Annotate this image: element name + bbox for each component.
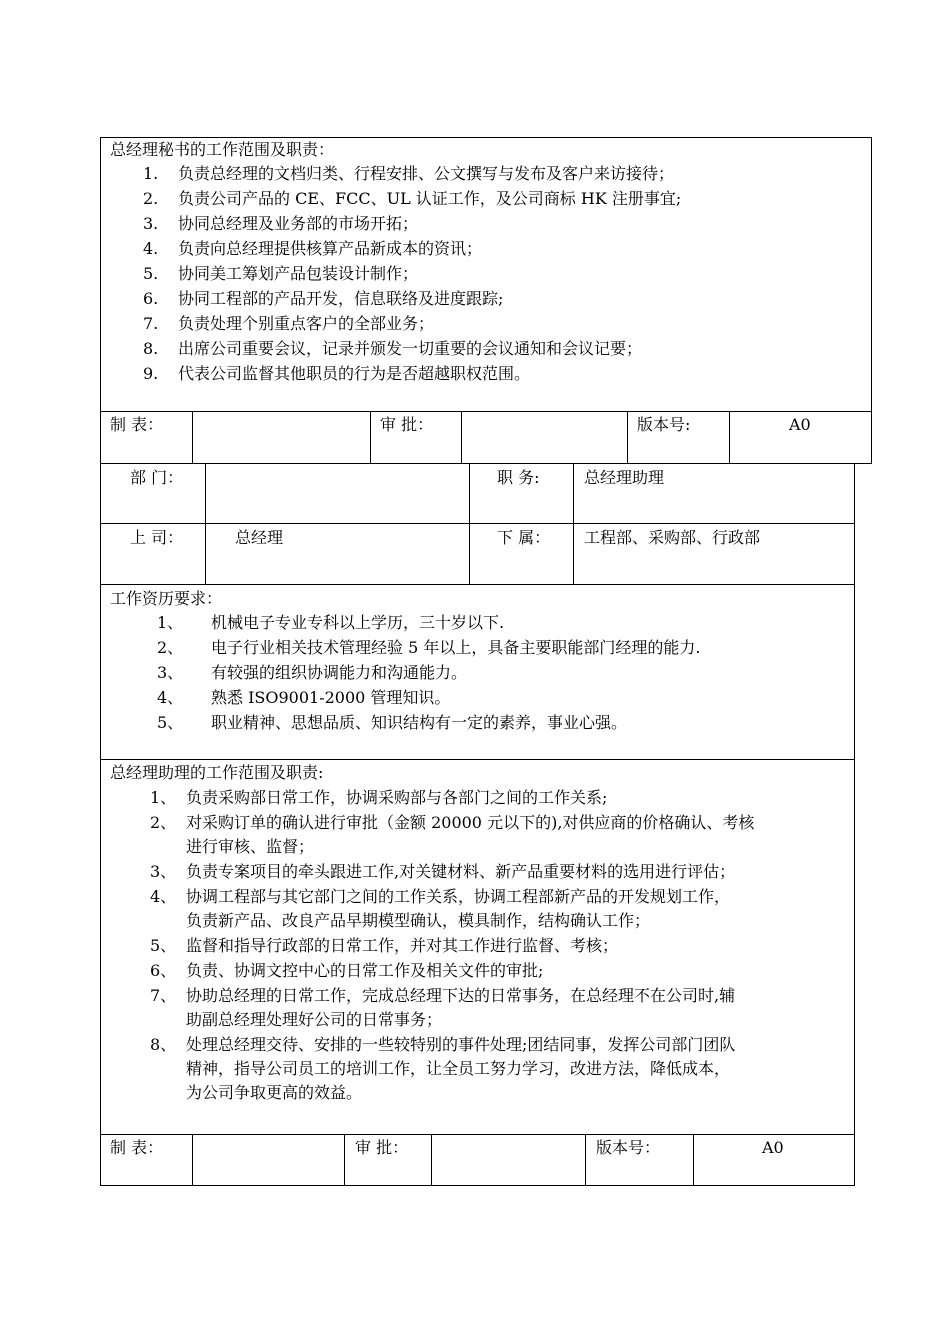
- superior-label: 上 司：: [130, 528, 184, 547]
- list-item-number: 1、: [150, 788, 177, 807]
- info-divider: [573, 463, 574, 584]
- footer1-top-border: [100, 411, 872, 412]
- list-item-number: 3.: [143, 214, 159, 233]
- footer1-divider: [461, 411, 462, 464]
- info-row-border: [100, 523, 855, 524]
- qualification-title: 工作资历要求：: [110, 589, 223, 608]
- list-item-text: 机械电子专业专科以上学历，三十岁以下.: [211, 613, 505, 632]
- list-item-text: 负责处理个别重点客户的全部业务；: [178, 314, 435, 333]
- list-item-number: 5.: [143, 264, 159, 283]
- list-item-number: 5、: [150, 936, 177, 955]
- version-label: 版本号：: [596, 1138, 661, 1157]
- info-divider: [205, 463, 206, 584]
- list-item-number: 1、: [157, 613, 184, 632]
- footer2-divider: [693, 1134, 694, 1186]
- list-item-number: 4、: [150, 887, 177, 906]
- list-item-number: 8、: [150, 1035, 177, 1054]
- version-value: A0: [762, 1138, 784, 1157]
- list-item-number: 6、: [150, 961, 177, 980]
- list-item-number: 9.: [143, 364, 159, 383]
- footer2-divider: [192, 1134, 193, 1186]
- info-row-border: [100, 584, 855, 585]
- list-item-number: 4.: [143, 239, 159, 258]
- list-item-number: 2.: [143, 189, 159, 208]
- version-value: A0: [789, 415, 811, 434]
- list-item-text: 协同总经理及业务部的市场开拓；: [178, 214, 419, 233]
- list-item-text: 助副总经理处理好公司的日常事务；: [186, 1010, 443, 1029]
- department-label: 部 门：: [130, 468, 184, 487]
- list-item-text: 协助总经理的日常工作，完成总经理下达的日常事务，在总经理不在公司时,辅: [186, 986, 736, 1005]
- list-item-text: 负责向总经理提供核算产品新成本的资讯；: [178, 239, 483, 258]
- subordinate-label: 下 属：: [497, 528, 551, 547]
- position-label: 职 务:: [497, 468, 540, 487]
- list-item-text: 有较强的组织协调能力和沟通能力。: [211, 663, 468, 682]
- list-item-text: 进行审核、监督；: [186, 837, 315, 856]
- made-by-label: 制 表：: [110, 415, 164, 434]
- list-item-text: 监督和指导行政部的日常工作，并对其工作进行监督、考核；: [186, 936, 619, 955]
- subordinate-value: 工程部、采购部、行政部: [584, 528, 761, 547]
- list-item-text: 负责、协调文控中心的日常工作及相关文件的审批;: [186, 961, 544, 980]
- info-divider: [469, 463, 470, 584]
- list-item-number: 4、: [157, 688, 184, 707]
- list-item-text: 为公司争取更高的效益。: [186, 1083, 363, 1102]
- list-item-text: 负责公司产品的 CE、FCC、UL 认证工作，及公司商标 HK 注册事宜;: [178, 189, 682, 208]
- list-item-number: 3、: [157, 663, 184, 682]
- list-item-number: 6.: [143, 289, 159, 308]
- list-item-number: 2、: [157, 638, 184, 657]
- list-item-number: 7.: [143, 314, 159, 333]
- position-value: 总经理助理: [584, 468, 665, 487]
- version-label: 版本号:: [637, 415, 691, 434]
- list-item-number: 7、: [150, 986, 177, 1005]
- list-item-number: 8.: [143, 339, 159, 358]
- footer1-divider: [627, 411, 628, 464]
- approved-by-label: 审 批：: [355, 1138, 409, 1157]
- list-item-text: 协同工程部的产品开发，信息联络及进度跟踪;: [178, 289, 504, 308]
- list-item-text: 负责总经理的文档归类、行程安排、公文撰写与发布及客户来访接待；: [178, 164, 675, 183]
- list-item-number: 1.: [143, 164, 159, 183]
- list-item-text: 负责采购部日常工作，协调采购部与各部门之间的工作关系;: [186, 788, 608, 807]
- list-item-text: 处理总经理交待、安排的一些较特别的事件处理;团结同事，发挥公司部门团队: [186, 1035, 736, 1054]
- list-item-text: 熟悉 ISO9001-2000 管理知识。: [211, 688, 451, 707]
- list-item-text: 协同美工筹划产品包装设计制作；: [178, 264, 419, 283]
- list-item-text: 出席公司重要会议，记录并颁发一切重要的会议通知和会议记要；: [178, 339, 643, 358]
- superior-value: 总经理: [235, 528, 284, 547]
- footer2-divider: [431, 1134, 432, 1186]
- list-item-text: 负责新产品、改良产品早期模型确认，模具制作，结构确认工作；: [186, 911, 651, 930]
- approved-by-label: 审 批：: [380, 415, 434, 434]
- list-item-text: 对采购订单的确认进行审批（金额 20000 元以下的),对供应商的价格确认、考核: [186, 813, 755, 832]
- footer2-top-border: [100, 1134, 855, 1135]
- list-item-text: 代表公司监督其他职员的行为是否超越职权范围。: [178, 364, 531, 383]
- list-item-number: 5、: [157, 713, 184, 732]
- secretary-duties-title: 总经理秘书的工作范围及职责：: [110, 140, 335, 159]
- list-item-text: 电子行业相关技术管理经验 5 年以上，具备主要职能部门经理的能力.: [211, 638, 701, 657]
- list-item-text: 精神，指导公司员工的培训工作，让全员工努力学习，改进方法，降低成本，: [186, 1059, 731, 1078]
- assistant-duties-title: 总经理助理的工作范围及职责:: [110, 763, 324, 782]
- footer1-divider: [192, 411, 193, 464]
- list-item-text: 负责专案项目的牵头跟进工作,对关键材料、新产品重要材料的选用进行评估；: [186, 862, 736, 881]
- footer1-divider: [729, 411, 730, 464]
- list-item-number: 3、: [150, 862, 177, 881]
- made-by-label: 制 表：: [110, 1138, 164, 1157]
- list-item-text: 职业精神、思想品质、知识结构有一定的素养，事业心强。: [211, 713, 628, 732]
- footer1-divider: [370, 411, 371, 464]
- section-border: [100, 759, 855, 760]
- footer2-divider: [344, 1134, 345, 1186]
- list-item-text: 协调工程部与其它部门之间的工作关系，协调工程部新产品的开发规划工作，: [186, 887, 731, 906]
- footer2-divider: [585, 1134, 586, 1186]
- list-item-number: 2、: [150, 813, 177, 832]
